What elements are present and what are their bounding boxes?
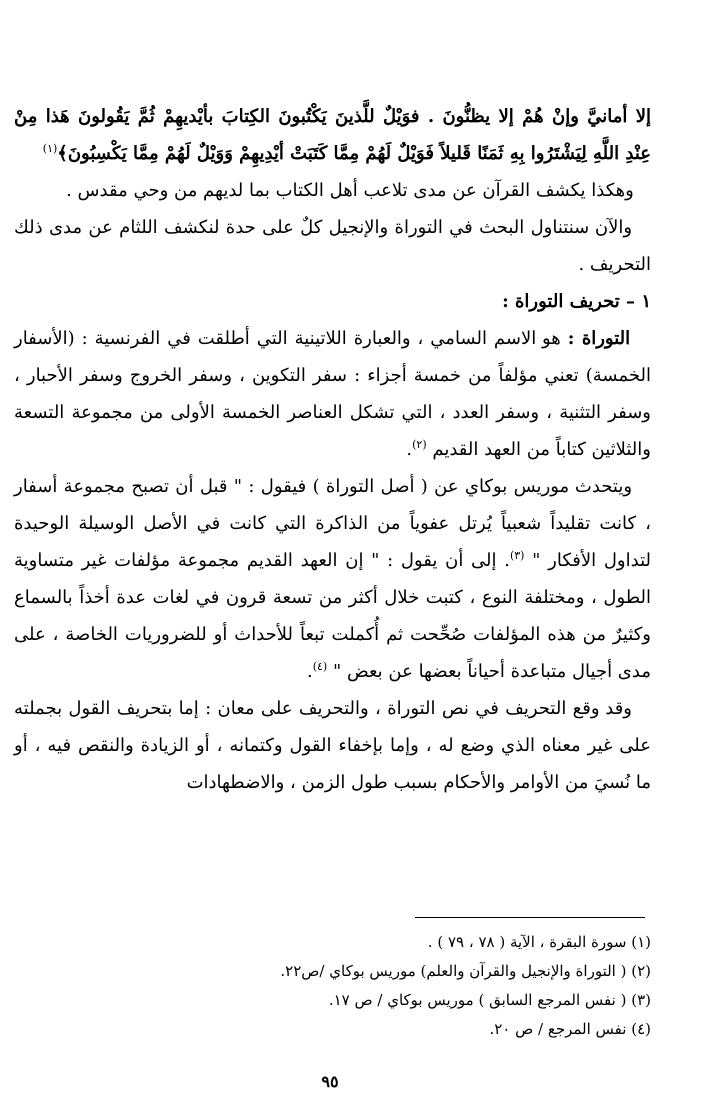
footnote-ref: (١) [42, 142, 58, 155]
footnote-separator [415, 917, 645, 918]
footnotes [51, 928, 651, 1044]
paragraph [14, 468, 651, 690]
footnote-ref: (٣) [509, 549, 525, 562]
footnote-2: (٢) ( التوراة والإنجيل والقرآن والعلم) موريس بوكاي /ص٢٢. [280, 962, 651, 980]
paragraph [14, 209, 651, 283]
section-heading [14, 283, 651, 320]
footnote-ref: (٢) [412, 438, 427, 451]
paragraph [14, 690, 651, 801]
quran-verse-text: إلا أمانيَّ وإنْ هُمْ إلا يظنُّونَ . فوَيْلٌ للَّذينَ يَكْتُبونَ الكِتابَ بأيْديهِمْ ثُمَّ يَقُولونَ هَذا مِنْ عِنْدِ اللَّهِ لِيَشْتَرُوا بِهِ ثَمَنًا قَليلاً فَوَيْلٌ لَهُمْ مِمَّا كَتَبَتْ أيْدِيهِمْ وَوَيْلٌ لَهُمْ مِمَّا يَكْسِبُونَ﴾ [14, 106, 651, 164]
paragraph [14, 172, 651, 209]
paragraph-end: . [306, 661, 313, 682]
paragraph-text: وقد وقع التحريف في نص التوراة ، والتحريف على معان : إما بتحريف القول بجملته على غير معناه الذي وضع له ، وإما بإخفاء القول وكتمانه ، أو الزيادة والنقص فيه ، أو ما نُسيَ من الأوامر والأحكام بسبب طول الزمن ، والاضطهادات [14, 698, 651, 793]
paragraph-text: ويتحدث موريس بوكاي عن ( أصل التوراة ) فيقول : " قبل أن تصبح مجموعة أسفار ، كانت تقليداً شعبياً يُرتل عفوياً من الذاكرة التي كانت في الأصل الوسيلة الوحيدة لتداول الأفكار " [14, 476, 651, 571]
quran-verse-paragraph [14, 98, 651, 172]
footnote-3: (٣) ( نفس المرجع السابق ) موريس بوكاي / ص ١٧. [328, 991, 651, 1009]
footnote-4: (٤) نفس المرجع / ص ٢٠. [489, 1020, 651, 1038]
paragraph-text: . إلى أن يقول : " إن العهد القديم مجموعة مؤلفات غير متساوية الطول ، ومختلفة النوع ، كتبت خلال أكثر من تسعة قرون في لغات عدة أخذاً بالسماع وكثيرٌ من هذه المؤلفات صُحِّحت ثم أُكملت تبعاً للأحداث أو للضروريات الخاصة ، على مدى أجيال متباعدة أحياناً بعضها عن بعض " [14, 550, 652, 682]
paragraph: التوراة : هو الاسم السامي ، والعبارة اللاتينية التي أطلقت في الفرنسية : (الأسفار الخمسة) تعني مؤلفاً من خمسة أجزاء : سفر التكوين ، وسفر الخروج وسفر الأحبار ، وسفر التثنية ، وسفر العدد ، التي تشكل العناصر الخمسة الأولى من مجموعة التسعة والثلاثين كتاباً من العهد القديم $^{(٢)}$. [14, 328, 651, 460]
paragraph-text: هو الاسم السامي ، والعبارة اللاتينية التي أطلقت في الفرنسية : (الأسفار الخمسة) تعني مؤلفاً من خمسة أجزاء : سفر التكوين ، وسفر الخروج وسفر الأحبار ، وسفر التثنية ، وسفر العدد ، التي تشكل العناصر الخمسة الأولى من مجموعة التسعة والثلاثين كتاباً من العهد القديم [14, 328, 651, 460]
page-number: ٩٥ [321, 1072, 339, 1091]
footnote-1: (١) سورة البقرة ، الآية ( ٧٨ ، ٧٩ ) . [427, 933, 651, 951]
main-text [14, 98, 651, 801]
paragraph-text: والآن سنتناول البحث في التوراة والإنجيل كلٌ على حدة لنكشف اللثام عن مدى ذلك التحريف . [14, 217, 651, 275]
paragraph-text: وهكذا يكشف القرآن عن مدى تلاعب أهل الكتاب بما لديهم من وحي مقدس . [66, 180, 634, 201]
term-label: التوراة : [567, 328, 631, 349]
section-title: ١ – تحريف التوراة : [502, 291, 651, 312]
footnote-ref: (٤) [312, 660, 328, 673]
